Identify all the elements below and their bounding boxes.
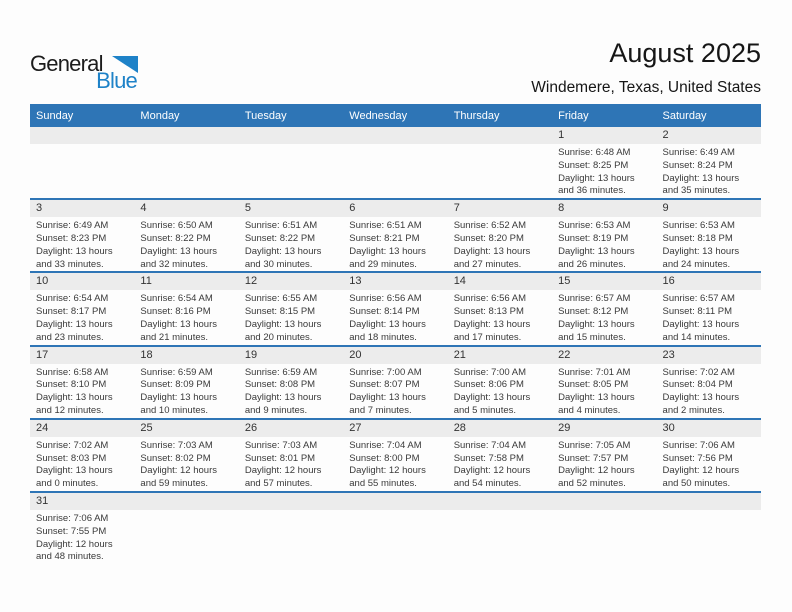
day-number: 18: [134, 347, 238, 364]
day-details: [448, 437, 552, 491]
week-row-4: [30, 346, 761, 419]
sunset-text: Sunset: 8:24 PM: [662, 159, 733, 171]
day-details: [552, 364, 656, 418]
daylight-text-line2: and 18 minutes.: [349, 331, 417, 343]
empty-day-cell: [343, 492, 447, 564]
logo-word-general: General: [30, 51, 103, 76]
day-cell-31: [30, 492, 134, 564]
sunset-text: Sunset: 8:12 PM: [558, 306, 629, 318]
day-cell-12: [239, 272, 343, 345]
day-details: [30, 290, 134, 344]
day-details: [448, 217, 552, 271]
day-cell-20: [343, 346, 447, 419]
daylight-text-line2: and 7 minutes.: [349, 404, 412, 416]
day-cell-6: [343, 199, 447, 272]
day-number: 20: [343, 347, 447, 364]
day-details: [134, 364, 238, 418]
day-details: [134, 290, 238, 344]
sunset-text: Sunset: 8:04 PM: [662, 379, 733, 391]
day-details: [343, 144, 447, 147]
weekday-header-sunday: Sunday: [30, 104, 134, 127]
day-number: 1: [552, 127, 656, 144]
day-cell-11: [134, 272, 238, 345]
empty-day-cell: [552, 492, 656, 564]
day-details: [657, 364, 761, 418]
day-details: [30, 364, 134, 418]
sunrise-text: Sunrise: 6:49 AM: [36, 220, 109, 232]
day-cell-7: [448, 199, 552, 272]
day-details: [552, 510, 656, 513]
weekday-header-saturday: Saturday: [657, 104, 761, 127]
daylight-text-line2: and 20 minutes.: [244, 331, 313, 343]
day-cell-5: [239, 199, 343, 272]
day-details: [657, 510, 761, 513]
day-details: [239, 510, 343, 513]
day-cell-28: [448, 419, 552, 492]
daylight-text-line2: and 0 minutes.: [36, 478, 99, 490]
day-details: [30, 510, 134, 564]
day-details: [657, 290, 761, 344]
daylight-text-line1: Daylight: 12 hours: [662, 465, 740, 477]
day-number: [134, 493, 238, 510]
title-block: [531, 38, 761, 97]
sunrise-text: Sunrise: 6:49 AM: [662, 147, 735, 158]
daylight-text-line1: Daylight: 13 hours: [140, 318, 217, 330]
day-details: [448, 144, 552, 147]
sunrise-text: Sunrise: 6:51 AM: [349, 220, 422, 232]
daylight-text-line2: and 55 minutes.: [349, 478, 417, 490]
daylight-text-line2: and 9 minutes.: [244, 404, 308, 416]
day-details: [657, 437, 761, 491]
sunrise-text: Sunrise: 6:59 AM: [244, 366, 318, 378]
daylight-text-line1: Daylight: 13 hours: [36, 245, 113, 257]
daylight-text-line2: and 21 minutes.: [140, 331, 209, 343]
daylight-text-line2: and 35 minutes.: [662, 185, 731, 197]
sunrise-text: Sunrise: 7:05 AM: [558, 439, 631, 451]
day-number: 7: [448, 200, 552, 217]
day-cell-8: [552, 199, 656, 272]
sunrise-text: Sunrise: 7:04 AM: [349, 439, 422, 451]
daylight-text-line2: and 33 minutes.: [36, 258, 104, 270]
logo-triangle-icon: [112, 56, 138, 73]
sunrise-text: Sunrise: 7:02 AM: [36, 439, 109, 451]
week-row-5: [30, 419, 761, 492]
empty-day-cell: [134, 492, 238, 564]
day-number: 29: [552, 420, 656, 437]
day-number: [657, 493, 761, 510]
day-cell-27: [343, 419, 447, 492]
daylight-text-line2: and 17 minutes.: [453, 331, 522, 343]
day-cell-10: [30, 272, 134, 345]
sunset-text: Sunset: 8:03 PM: [36, 452, 107, 464]
daylight-text-line2: and 23 minutes.: [36, 331, 104, 343]
sunset-text: Sunset: 8:10 PM: [36, 379, 107, 391]
day-number: 5: [239, 200, 343, 217]
sunset-text: Sunset: 7:56 PM: [662, 452, 733, 464]
day-details: [552, 437, 656, 491]
day-cell-16: [657, 272, 761, 345]
daylight-text-line2: and 5 minutes.: [453, 404, 517, 416]
sunrise-text: Sunrise: 6:56 AM: [349, 293, 422, 305]
daylight-text-line1: Daylight: 13 hours: [36, 465, 113, 477]
sunset-text: Sunset: 8:22 PM: [244, 232, 316, 244]
daylight-text-line2: and 4 minutes.: [558, 404, 621, 416]
day-number: [343, 127, 447, 144]
day-details: [552, 290, 656, 344]
day-details: [657, 144, 761, 198]
daylight-text-line1: Daylight: 13 hours: [453, 318, 531, 330]
day-details: [343, 217, 447, 271]
sunset-text: Sunset: 8:08 PM: [244, 379, 316, 391]
day-details: [448, 510, 552, 513]
sunset-text: Sunset: 8:09 PM: [140, 379, 211, 391]
day-details: [134, 437, 238, 491]
logo-word-blue: Blue: [96, 68, 137, 93]
empty-day-cell: [343, 127, 447, 199]
sunset-text: Sunset: 8:15 PM: [244, 306, 316, 318]
empty-day-cell: [30, 127, 134, 199]
day-number: [448, 127, 552, 144]
day-cell-9: [657, 199, 761, 272]
sunset-text: Sunset: 8:13 PM: [453, 306, 524, 318]
day-details: [30, 217, 134, 271]
sunset-text: Sunset: 8:22 PM: [140, 232, 211, 244]
day-cell-13: [343, 272, 447, 345]
daylight-text-line1: Daylight: 12 hours: [36, 538, 113, 550]
daylight-text-line1: Daylight: 13 hours: [244, 392, 322, 404]
day-cell-26: [239, 419, 343, 492]
weekday-header-wednesday: Wednesday: [343, 104, 447, 127]
sunset-text: Sunset: 8:02 PM: [140, 452, 211, 464]
daylight-text-line2: and 15 minutes.: [558, 331, 626, 343]
empty-day-cell: [239, 492, 343, 564]
sunrise-text: Sunrise: 6:55 AM: [244, 293, 318, 305]
location-subtitle: Windemere, Texas, United States: [531, 79, 761, 96]
sunrise-text: Sunrise: 6:50 AM: [140, 220, 213, 232]
day-cell-4: [134, 199, 238, 272]
day-details: [134, 144, 238, 147]
day-details: [239, 217, 343, 271]
day-number: 6: [343, 200, 447, 217]
weekday-header-friday: Friday: [552, 104, 656, 127]
sunset-text: Sunset: 8:18 PM: [662, 232, 733, 244]
day-number: 9: [657, 200, 761, 217]
sunrise-text: Sunrise: 6:51 AM: [244, 220, 318, 232]
day-cell-14: [448, 272, 552, 345]
sunset-text: Sunset: 8:19 PM: [558, 232, 629, 244]
sunset-text: Sunset: 8:21 PM: [349, 232, 420, 244]
sunrise-text: Sunrise: 7:00 AM: [349, 366, 422, 378]
daylight-text-line2: and 12 minutes.: [36, 404, 104, 416]
sunrise-text: Sunrise: 6:57 AM: [662, 293, 735, 305]
day-number: [30, 127, 134, 144]
day-number: 17: [30, 347, 134, 364]
daylight-text-line1: Daylight: 13 hours: [662, 245, 740, 257]
daylight-text-line1: Daylight: 12 hours: [244, 465, 322, 477]
empty-day-cell: [448, 127, 552, 199]
day-details: [239, 144, 343, 147]
day-cell-1: [552, 127, 656, 199]
week-row-2: [30, 199, 761, 272]
week-row-3: [30, 272, 761, 345]
day-number: 30: [657, 420, 761, 437]
week-row-1: [30, 127, 761, 199]
sunset-text: Sunset: 8:11 PM: [662, 306, 733, 318]
day-cell-29: [552, 419, 656, 492]
empty-day-cell: [239, 127, 343, 199]
day-details: [343, 364, 447, 418]
day-number: 10: [30, 273, 134, 290]
daylight-text-line1: Daylight: 13 hours: [662, 318, 740, 330]
daylight-text-line2: and 24 minutes.: [662, 258, 731, 270]
day-cell-17: [30, 346, 134, 419]
sunrise-text: Sunrise: 7:06 AM: [662, 439, 735, 451]
daylight-text-line2: and 57 minutes.: [244, 478, 313, 490]
calendar-table: [30, 104, 761, 564]
daylight-text-line1: Daylight: 13 hours: [558, 172, 635, 184]
sunrise-text: Sunrise: 7:02 AM: [662, 366, 735, 378]
daylight-text-line1: Daylight: 13 hours: [36, 318, 113, 330]
day-number: 14: [448, 273, 552, 290]
daylight-text-line1: Daylight: 12 hours: [453, 465, 531, 477]
day-cell-24: [30, 419, 134, 492]
day-number: 23: [657, 347, 761, 364]
day-details: [343, 437, 447, 491]
day-cell-3: [30, 199, 134, 272]
daylight-text-line2: and 50 minutes.: [662, 478, 731, 490]
empty-day-cell: [657, 492, 761, 564]
daylight-text-line1: Daylight: 13 hours: [558, 318, 635, 330]
daylight-text-line1: Daylight: 13 hours: [662, 172, 740, 184]
weekday-header-monday: Monday: [134, 104, 238, 127]
day-number: 22: [552, 347, 656, 364]
day-details: [552, 217, 656, 271]
day-number: [239, 493, 343, 510]
day-details: [552, 144, 656, 198]
day-number: 28: [448, 420, 552, 437]
sunrise-text: Sunrise: 6:48 AM: [558, 147, 631, 158]
day-details: [239, 364, 343, 418]
day-details: [448, 290, 552, 344]
daylight-text-line1: Daylight: 12 hours: [140, 465, 217, 477]
day-number: 16: [657, 273, 761, 290]
sunset-text: Sunset: 8:25 PM: [558, 159, 629, 171]
daylight-text-line1: Daylight: 13 hours: [244, 318, 322, 330]
day-number: 19: [239, 347, 343, 364]
day-cell-25: [134, 419, 238, 492]
daylight-text-line1: Daylight: 13 hours: [140, 245, 217, 257]
weekday-header-row: [30, 104, 761, 127]
day-details: [448, 364, 552, 418]
daylight-text-line2: and 29 minutes.: [349, 258, 417, 270]
daylight-text-line2: and 32 minutes.: [140, 258, 209, 270]
day-details: [657, 217, 761, 271]
sunrise-text: Sunrise: 7:03 AM: [244, 439, 318, 451]
sunset-text: Sunset: 8:16 PM: [140, 306, 211, 318]
day-cell-2: [657, 127, 761, 199]
day-number: 27: [343, 420, 447, 437]
daylight-text-line1: Daylight: 12 hours: [349, 465, 426, 477]
daylight-text-line2: and 59 minutes.: [140, 478, 209, 490]
day-cell-23: [657, 346, 761, 419]
day-number: 13: [343, 273, 447, 290]
empty-day-cell: [134, 127, 238, 199]
sunrise-text: Sunrise: 6:52 AM: [453, 220, 527, 232]
daylight-text-line2: and 30 minutes.: [244, 258, 313, 270]
day-number: 21: [448, 347, 552, 364]
day-details: [134, 510, 238, 513]
daylight-text-line2: and 14 minutes.: [662, 331, 731, 343]
sunset-text: Sunset: 8:14 PM: [349, 306, 420, 318]
sunset-text: Sunset: 8:07 PM: [349, 379, 420, 391]
sunrise-text: Sunrise: 6:54 AM: [36, 293, 109, 305]
day-number: 3: [30, 200, 134, 217]
sunset-text: Sunset: 8:20 PM: [453, 232, 524, 244]
daylight-text-line1: Daylight: 13 hours: [662, 392, 740, 404]
sunrise-text: Sunrise: 6:54 AM: [140, 293, 213, 305]
sunrise-text: Sunrise: 7:06 AM: [36, 512, 109, 524]
day-details: [343, 290, 447, 344]
daylight-text-line2: and 27 minutes.: [453, 258, 522, 270]
day-number: [239, 127, 343, 144]
day-number: 25: [134, 420, 238, 437]
sunset-text: Sunset: 8:06 PM: [453, 379, 524, 391]
sunset-text: Sunset: 8:23 PM: [36, 232, 107, 244]
day-details: [30, 144, 134, 147]
sunset-text: Sunset: 8:00 PM: [349, 452, 420, 464]
daylight-text-line1: Daylight: 13 hours: [349, 392, 426, 404]
day-details: [134, 217, 238, 271]
sunrise-text: Sunrise: 6:59 AM: [140, 366, 213, 378]
daylight-text-line1: Daylight: 13 hours: [140, 392, 217, 404]
day-number: 15: [552, 273, 656, 290]
daylight-text-line1: Daylight: 13 hours: [349, 245, 426, 257]
day-details: [239, 290, 343, 344]
day-details: [239, 437, 343, 491]
daylight-text-line2: and 48 minutes.: [36, 551, 104, 563]
day-number: [552, 493, 656, 510]
sunset-text: Sunset: 8:17 PM: [36, 306, 107, 318]
day-number: 2: [657, 127, 761, 144]
sunrise-text: Sunrise: 6:58 AM: [36, 366, 109, 378]
daylight-text-line1: Daylight: 13 hours: [558, 392, 635, 404]
day-cell-22: [552, 346, 656, 419]
sunrise-text: Sunrise: 7:03 AM: [140, 439, 213, 451]
sunset-text: Sunset: 8:01 PM: [244, 452, 316, 464]
day-number: 11: [134, 273, 238, 290]
daylight-text-line2: and 54 minutes.: [453, 478, 522, 490]
sunset-text: Sunset: 7:58 PM: [453, 452, 524, 464]
daylight-text-line1: Daylight: 13 hours: [244, 245, 322, 257]
daylight-text-line1: Daylight: 13 hours: [558, 245, 635, 257]
sunrise-text: Sunrise: 6:56 AM: [453, 293, 527, 305]
day-details: [30, 437, 134, 491]
weekday-header-tuesday: Tuesday: [239, 104, 343, 127]
day-number: 12: [239, 273, 343, 290]
day-number: 26: [239, 420, 343, 437]
daylight-text-line1: Daylight: 13 hours: [453, 392, 531, 404]
daylight-text-line1: Daylight: 13 hours: [36, 392, 113, 404]
sunrise-text: Sunrise: 7:04 AM: [453, 439, 527, 451]
daylight-text-line2: and 10 minutes.: [140, 404, 209, 416]
general-blue-logo: [30, 52, 138, 100]
weekday-header-thursday: Thursday: [448, 104, 552, 127]
day-cell-18: [134, 346, 238, 419]
day-number: 4: [134, 200, 238, 217]
sunset-text: Sunset: 7:55 PM: [36, 525, 107, 537]
day-number: [134, 127, 238, 144]
daylight-text-line2: and 2 minutes.: [662, 404, 725, 416]
daylight-text-line1: Daylight: 13 hours: [453, 245, 531, 257]
day-cell-19: [239, 346, 343, 419]
sunset-text: Sunset: 8:05 PM: [558, 379, 629, 391]
day-number: [448, 493, 552, 510]
day-number: [343, 493, 447, 510]
daylight-text-line1: Daylight: 13 hours: [349, 318, 426, 330]
daylight-text-line2: and 36 minutes.: [558, 185, 626, 197]
daylight-text-line1: Daylight: 12 hours: [558, 465, 635, 477]
empty-day-cell: [448, 492, 552, 564]
sunrise-text: Sunrise: 6:53 AM: [662, 220, 735, 232]
day-number: 8: [552, 200, 656, 217]
sunrise-text: Sunrise: 6:53 AM: [558, 220, 631, 232]
day-cell-15: [552, 272, 656, 345]
daylight-text-line2: and 26 minutes.: [558, 258, 626, 270]
day-details: [343, 510, 447, 513]
daylight-text-line2: and 52 minutes.: [558, 478, 626, 490]
sunset-text: Sunset: 7:57 PM: [558, 452, 629, 464]
day-cell-30: [657, 419, 761, 492]
week-row-6: [30, 492, 761, 564]
day-number: 31: [30, 493, 134, 510]
day-number: 24: [30, 420, 134, 437]
sunrise-text: Sunrise: 7:00 AM: [453, 366, 527, 378]
month-title: August 2025: [609, 38, 761, 68]
day-cell-21: [448, 346, 552, 419]
sunrise-text: Sunrise: 7:01 AM: [558, 366, 631, 378]
sunrise-text: Sunrise: 6:57 AM: [558, 293, 631, 305]
